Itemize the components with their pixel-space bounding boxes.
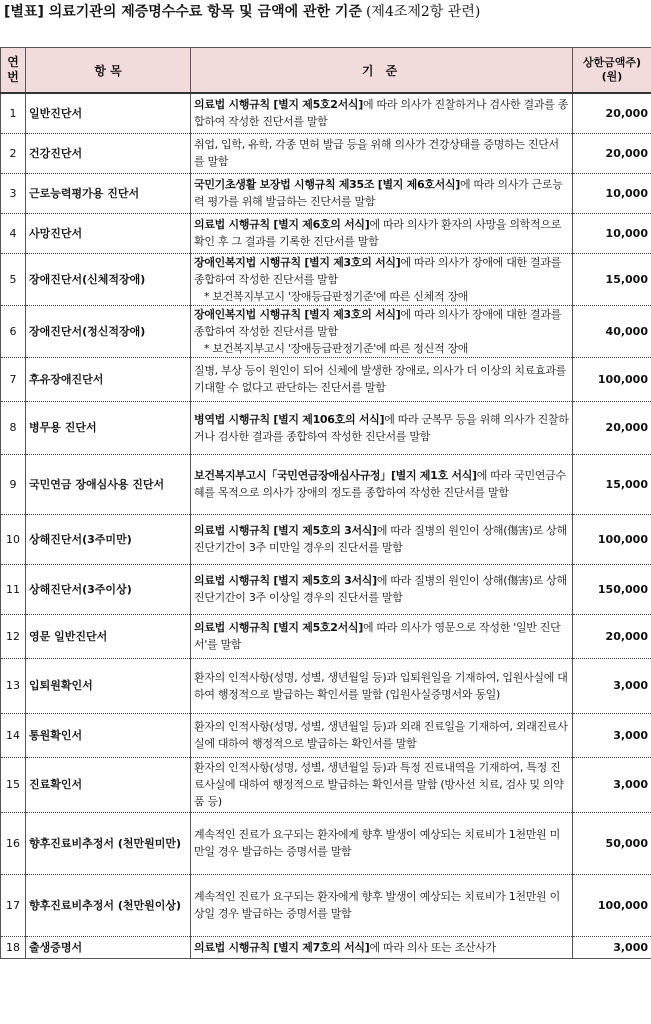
criteria-text: 환자의 인적사항(성명, 성별, 생년월일 등)과 특정 진료내역을 기재하여, 특정 진료사실에 대하여 행정적으로 발급하는 확인서를 말함 (방사선 치료, 검사 및 의약품 등) — [194, 761, 564, 808]
row-number: 2 — [1, 133, 26, 173]
row-criteria — [191, 133, 573, 173]
table-row — [1, 253, 651, 305]
header-criteria: 기 준 — [191, 48, 573, 94]
row-amount: 100,000 — [573, 357, 651, 401]
row-item: 입퇴원확인서 — [26, 658, 191, 713]
criteria-note: * 보건복지부고시 '장애등급판정기준'에 따른 신체적 장애 — [204, 289, 469, 303]
header-amount: 상한금액주) (원) — [573, 48, 651, 94]
row-amount: 20,000 — [573, 133, 651, 173]
criteria-text: 에 따라 의사가 영문으로 작성한 '일반 진단서'를 말함 — [194, 621, 561, 651]
row-item: 일반진단서 — [26, 93, 191, 133]
criteria-legal-basis: 의료법 시행규칙 [별지 제5호의 3서식] — [194, 524, 377, 537]
criteria-text: 에 따라 의사가 근로능력 평가를 위해 발급하는 진단서를 말함 — [194, 178, 563, 208]
row-number: 9 — [1, 454, 26, 514]
criteria-legal-basis: 의료법 시행규칙 [별지 제6호의 서식] — [194, 218, 370, 231]
title-main: [별표] 의료기관의 제증명수수료 항목 및 금액에 관한 기준 — [4, 4, 362, 20]
row-number: 5 — [1, 253, 26, 305]
row-amount: 20,000 — [573, 93, 651, 133]
table-row — [1, 357, 651, 401]
row-criteria — [191, 812, 573, 874]
row-number: 11 — [1, 564, 26, 614]
criteria-text: 에 따라 군복무 등을 위해 의사가 진찰하거나 검사한 결과를 종합하여 작성한 진단서를 말함 — [194, 412, 569, 443]
row-criteria — [191, 401, 573, 454]
row-criteria — [191, 757, 573, 812]
row-item: 장애진단서(신체적장애) — [26, 253, 191, 305]
table-row — [1, 173, 651, 213]
table-row — [1, 213, 651, 253]
row-item: 향후진료비추정서 (천만원이상) — [26, 874, 191, 936]
row-amount: 150,000 — [573, 564, 651, 614]
row-number: 10 — [1, 514, 26, 564]
row-criteria — [191, 357, 573, 401]
table-row — [1, 305, 651, 357]
table-row — [1, 713, 651, 757]
row-amount: 3,000 — [573, 658, 651, 713]
criteria-text: 환자의 인적사항(성명, 성별, 생년월일 등)과 외래 진료일을 기재하여, 외래진료사실에 대하여 행정적으로 발급하는 확인서를 말함 — [194, 720, 568, 750]
row-item: 출생증명서 — [26, 936, 191, 958]
table-row — [1, 564, 651, 614]
row-amount: 10,000 — [573, 173, 651, 213]
criteria-legal-basis: 보건복지부고시「국민연금장애심사규정」[별지 제1호 서식] — [194, 469, 477, 482]
row-number: 17 — [1, 874, 26, 936]
row-amount: 20,000 — [573, 614, 651, 658]
row-item: 병무용 진단서 — [26, 401, 191, 454]
row-item: 영문 일반진단서 — [26, 614, 191, 658]
row-number: 1 — [1, 93, 26, 133]
table-row — [1, 757, 651, 812]
row-item: 상해진단서(3주이상) — [26, 564, 191, 614]
criteria-legal-basis: 의료법 시행규칙 [별지 제5호2서식] — [194, 98, 363, 112]
row-criteria — [191, 454, 573, 514]
row-criteria — [191, 93, 573, 133]
table-row — [1, 812, 651, 874]
row-item: 장애진단서(정신적장애) — [26, 305, 191, 357]
row-item: 사망진단서 — [26, 213, 191, 253]
criteria-note: * 보건복지부고시 '장애등급판정기준'에 따른 정신적 장애 — [204, 341, 469, 355]
table-row — [1, 133, 651, 173]
row-number: 18 — [1, 936, 26, 958]
criteria-text: 에 따라 의사가 장애에 대한 결과를 종합하여 작성한 진단서를 말함 — [194, 255, 562, 286]
criteria-text: 에 따라 질병의 원인이 상해(傷害)로 상해진단기간이 3주 미만일 경우의 진단서를 말함 — [194, 524, 567, 554]
row-criteria — [191, 936, 573, 958]
row-item: 건강진단서 — [26, 133, 191, 173]
row-item: 통원확인서 — [26, 713, 191, 757]
row-amount: 3,000 — [573, 936, 651, 958]
row-criteria — [191, 713, 573, 757]
criteria-text: 환자의 인적사항(성명, 성별, 생년월일 등)과 입퇴원일을 기재하여, 입원사실에 대하여 행정적으로 발급하는 확인서를 말함 (입원사실증명서와 동일) — [194, 670, 568, 701]
row-number: 7 — [1, 357, 26, 401]
criteria-text: 에 따라 질병의 원인이 상해(傷害)로 상해진단기간이 3주 이상일 경우의 진단서를 말함 — [194, 574, 567, 604]
table-row — [1, 454, 651, 514]
fee-table — [0, 47, 651, 959]
row-number: 6 — [1, 305, 26, 357]
criteria-text: 에 따라 의사가 장애에 대한 결과를 종합하여 작성한 진단서를 말함 — [194, 307, 562, 338]
row-number: 14 — [1, 713, 26, 757]
criteria-text: 에 따라 의사 또는 조산사가 — [369, 940, 496, 954]
criteria-legal-basis: 의료법 시행규칙 [별지 제5호의 3서식] — [194, 574, 377, 587]
row-amount: 3,000 — [573, 713, 651, 757]
table-row — [1, 514, 651, 564]
table-row — [1, 936, 651, 958]
row-number: 8 — [1, 401, 26, 454]
table-row — [1, 874, 651, 936]
row-number: 12 — [1, 614, 26, 658]
criteria-legal-basis: 의료법 시행규칙 [별지 제5호2서식] — [194, 621, 363, 634]
row-number: 15 — [1, 757, 26, 812]
criteria-legal-basis: 국민기초생활 보장법 시행규칙 제35조 [별지 제6호서식] — [194, 178, 461, 191]
row-criteria — [191, 253, 573, 305]
row-item: 진료확인서 — [26, 757, 191, 812]
header-item: 항 목 — [26, 48, 191, 94]
row-amount: 50,000 — [573, 812, 651, 874]
criteria-legal-basis: 장애인복지법 시행규칙 [별지 제3호의 서식] — [194, 255, 401, 269]
criteria-text: 취업, 입학, 유학, 각종 면허 발급 등을 위해 의사가 건강상태를 증명하는 진단서를 말함 — [194, 138, 559, 168]
row-criteria — [191, 213, 573, 253]
row-item: 국민연금 장애심사용 진단서 — [26, 454, 191, 514]
row-amount: 40,000 — [573, 305, 651, 357]
row-amount: 20,000 — [573, 401, 651, 454]
document-title — [4, 1, 480, 23]
criteria-text: 에 따라 의사가 환자의 사망을 의학적으로 확인 후 그 결과를 기록한 진단서를 말함 — [194, 218, 562, 248]
table-row — [1, 614, 651, 658]
row-amount: 100,000 — [573, 514, 651, 564]
row-criteria — [191, 305, 573, 357]
row-item: 상해진단서(3주미만) — [26, 514, 191, 564]
title-sub: (제4조제2항 관련) — [365, 4, 481, 20]
table-header-row — [1, 48, 651, 94]
row-amount: 15,000 — [573, 454, 651, 514]
header-number: 연 번 — [1, 48, 26, 94]
row-criteria — [191, 874, 573, 936]
row-number: 16 — [1, 812, 26, 874]
row-amount: 15,000 — [573, 253, 651, 305]
table-row — [1, 93, 651, 133]
row-amount: 3,000 — [573, 757, 651, 812]
criteria-legal-basis: 의료법 시행규칙 [별지 제7호의 서식] — [194, 940, 370, 954]
criteria-text: 계속적인 진료가 요구되는 환자에게 향후 발생이 예상되는 치료비가 1천만원 미만일 경우 발급하는 증명서를 말함 — [194, 828, 560, 858]
row-item: 향후진료비추정서 (천만원미만) — [26, 812, 191, 874]
criteria-text: 에 따라 국민연금수혜를 목적으로 의사가 장애의 정도를 종합하여 작성한 진단서를 말함 — [194, 469, 566, 499]
row-number: 13 — [1, 658, 26, 713]
criteria-text: 계속적인 진료가 요구되는 환자에게 향후 발생이 예상되는 치료비가 1천만원 이상일 경우 발급하는 증명서를 말함 — [194, 890, 560, 920]
row-amount: 10,000 — [573, 213, 651, 253]
row-criteria — [191, 564, 573, 614]
criteria-legal-basis: 병역법 시행규칙 [별지 제106호의 서식] — [194, 412, 385, 426]
row-criteria — [191, 614, 573, 658]
row-item: 후유장애진단서 — [26, 357, 191, 401]
row-criteria — [191, 514, 573, 564]
row-criteria — [191, 658, 573, 713]
table-row — [1, 658, 651, 713]
row-criteria — [191, 173, 573, 213]
row-number: 3 — [1, 173, 26, 213]
row-item: 근로능력평가용 진단서 — [26, 173, 191, 213]
table-row — [1, 401, 651, 454]
criteria-legal-basis: 장애인복지법 시행규칙 [별지 제3호의 서식] — [194, 307, 401, 321]
row-number: 4 — [1, 213, 26, 253]
criteria-text: 질병, 부상 등이 원인이 되어 신체에 발생한 장애로, 의사가 더 이상의 치료효과를 기대할 수 없다고 판단하는 진단서를 말함 — [194, 364, 566, 394]
criteria-text: 에 따라 의사가 진찰하거나 검사한 결과를 종합하여 작성한 진단서를 말함 — [194, 98, 569, 129]
row-amount: 100,000 — [573, 874, 651, 936]
